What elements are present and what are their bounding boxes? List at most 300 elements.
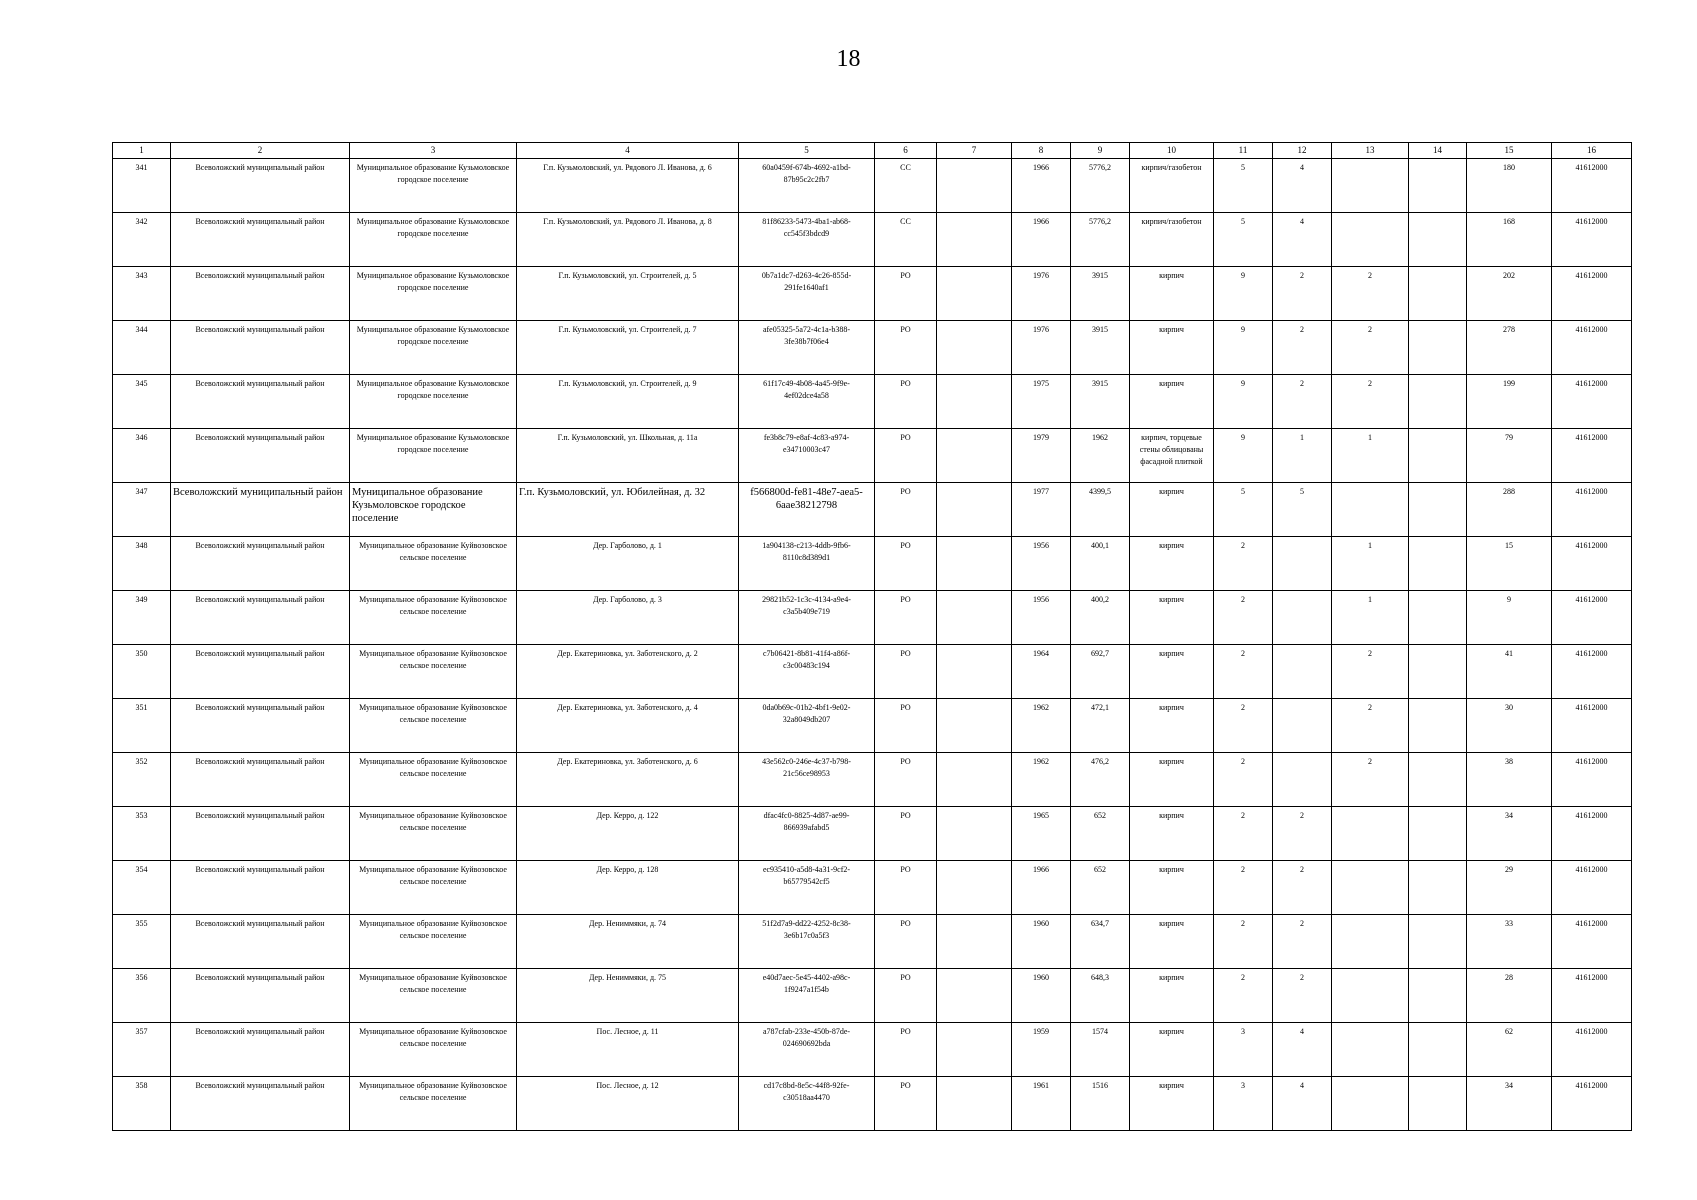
type-cell: СС bbox=[875, 213, 937, 267]
residents-cell: 62 bbox=[1467, 1023, 1552, 1077]
row-number: 343 bbox=[113, 267, 171, 321]
col13-cell: 1 bbox=[1332, 429, 1409, 483]
row-number: 344 bbox=[113, 321, 171, 375]
residents-cell: 30 bbox=[1467, 699, 1552, 753]
guid-cell: 0b7a1dc7-d263-4c26-855d-291fe1640af1 bbox=[739, 267, 875, 321]
guid-cell: dfac4fc0-8825-4d87-ae99-866939afabd5 bbox=[739, 807, 875, 861]
col12-cell: 1 bbox=[1273, 429, 1332, 483]
area-cell: 652 bbox=[1071, 861, 1130, 915]
year-cell: 1961 bbox=[1012, 1077, 1071, 1131]
guid-cell: 43e562c0-246e-4c37-b798-21c56ce98953 bbox=[739, 753, 875, 807]
col7-cell bbox=[937, 699, 1012, 753]
guid-cell: 61f17c49-4b08-4a45-9f9e-4ef02dce4a58 bbox=[739, 375, 875, 429]
area-cell: 3915 bbox=[1071, 267, 1130, 321]
col13-cell: 2 bbox=[1332, 645, 1409, 699]
col7-cell bbox=[937, 159, 1012, 213]
district-cell: Всеволожский муниципальный район bbox=[171, 753, 350, 807]
col13-cell bbox=[1332, 861, 1409, 915]
col7-cell bbox=[937, 807, 1012, 861]
municipality-cell: Муниципальное образование Кузьмоловское городское поселение bbox=[350, 429, 517, 483]
column-header: 16 bbox=[1552, 143, 1632, 159]
year-cell: 1959 bbox=[1012, 1023, 1071, 1077]
table-row bbox=[113, 915, 1632, 969]
municipality-cell: Муниципальное образование Куйвозовское сельское поселение bbox=[350, 645, 517, 699]
table-row bbox=[113, 807, 1632, 861]
floors-cell: 2 bbox=[1214, 807, 1273, 861]
address-cell: Г.п. Кузьмоловский, ул. Строителей, д. 7 bbox=[517, 321, 739, 375]
district-cell: Всеволожский муниципальный район bbox=[171, 645, 350, 699]
municipality-cell: Муниципальное образование Кузьмоловское городское поселение bbox=[350, 483, 517, 537]
table-row bbox=[113, 267, 1632, 321]
district-cell: Всеволожский муниципальный район bbox=[171, 861, 350, 915]
year-cell: 1966 bbox=[1012, 213, 1071, 267]
column-header: 2 bbox=[171, 143, 350, 159]
municipality-cell: Муниципальное образование Кузьмоловское городское поселение bbox=[350, 321, 517, 375]
guid-cell: 81f86233-5473-4ba1-ab68-cc545f3bdcd9 bbox=[739, 213, 875, 267]
guid-cell: 1a904138-c213-4ddb-9fb6-8110c8d389d1 bbox=[739, 537, 875, 591]
col7-cell bbox=[937, 267, 1012, 321]
address-cell: Дер. Керро, д. 128 bbox=[517, 861, 739, 915]
col13-cell: 2 bbox=[1332, 753, 1409, 807]
floors-cell: 9 bbox=[1214, 429, 1273, 483]
col12-cell bbox=[1273, 699, 1332, 753]
material-cell: кирпич bbox=[1130, 1023, 1214, 1077]
oktmo-cell: 41612000 bbox=[1552, 807, 1632, 861]
area-cell: 1516 bbox=[1071, 1077, 1130, 1131]
residents-cell: 33 bbox=[1467, 915, 1552, 969]
guid-cell: e40d7aec-5e45-4402-a98c-1f9247a1f54b bbox=[739, 969, 875, 1023]
table-row bbox=[113, 483, 1632, 537]
address-cell: Г.п. Кузьмоловский, ул. Рядового Л. Иванова, д. 6 bbox=[517, 159, 739, 213]
col12-cell: 2 bbox=[1273, 321, 1332, 375]
year-cell: 1965 bbox=[1012, 807, 1071, 861]
col14-cell bbox=[1409, 1077, 1467, 1131]
col14-cell bbox=[1409, 807, 1467, 861]
address-cell: Дер. Нениммяки, д. 75 bbox=[517, 969, 739, 1023]
area-cell: 634,7 bbox=[1071, 915, 1130, 969]
col7-cell bbox=[937, 213, 1012, 267]
type-cell: РО bbox=[875, 969, 937, 1023]
type-cell: РО bbox=[875, 915, 937, 969]
guid-cell: f566800d-fe81-48e7-aea5-6aae38212798 bbox=[739, 483, 875, 537]
col13-cell bbox=[1332, 915, 1409, 969]
floors-cell: 2 bbox=[1214, 753, 1273, 807]
col7-cell bbox=[937, 969, 1012, 1023]
residents-cell: 202 bbox=[1467, 267, 1552, 321]
area-cell: 5776,2 bbox=[1071, 213, 1130, 267]
row-number: 345 bbox=[113, 375, 171, 429]
area-cell: 400,2 bbox=[1071, 591, 1130, 645]
residents-cell: 29 bbox=[1467, 861, 1552, 915]
table-row bbox=[113, 321, 1632, 375]
municipality-cell: Муниципальное образование Куйвозовское сельское поселение bbox=[350, 861, 517, 915]
year-cell: 1962 bbox=[1012, 699, 1071, 753]
col13-cell bbox=[1332, 159, 1409, 213]
row-number: 352 bbox=[113, 753, 171, 807]
municipality-cell: Муниципальное образование Куйвозовское сельское поселение bbox=[350, 699, 517, 753]
year-cell: 1964 bbox=[1012, 645, 1071, 699]
oktmo-cell: 41612000 bbox=[1552, 483, 1632, 537]
municipality-cell: Муниципальное образование Куйвозовское сельское поселение bbox=[350, 1077, 517, 1131]
type-cell: РО bbox=[875, 321, 937, 375]
col12-cell: 2 bbox=[1273, 267, 1332, 321]
row-number: 357 bbox=[113, 1023, 171, 1077]
district-cell: Всеволожский муниципальный район bbox=[171, 1023, 350, 1077]
floors-cell: 9 bbox=[1214, 267, 1273, 321]
district-cell: Всеволожский муниципальный район bbox=[171, 483, 350, 537]
table-row bbox=[113, 159, 1632, 213]
row-number: 341 bbox=[113, 159, 171, 213]
floors-cell: 5 bbox=[1214, 159, 1273, 213]
table-row bbox=[113, 1023, 1632, 1077]
area-cell: 652 bbox=[1071, 807, 1130, 861]
guid-cell: cd17c8bd-8e5c-44f8-92fe-c30518aa4470 bbox=[739, 1077, 875, 1131]
table-row bbox=[113, 429, 1632, 483]
col12-cell bbox=[1273, 645, 1332, 699]
col7-cell bbox=[937, 753, 1012, 807]
row-number: 358 bbox=[113, 1077, 171, 1131]
col7-cell bbox=[937, 1023, 1012, 1077]
col14-cell bbox=[1409, 645, 1467, 699]
district-cell: Всеволожский муниципальный район bbox=[171, 969, 350, 1023]
address-cell: Дер. Гарболово, д. 3 bbox=[517, 591, 739, 645]
type-cell: РО bbox=[875, 861, 937, 915]
address-cell: Дер. Гарболово, д. 1 bbox=[517, 537, 739, 591]
oktmo-cell: 41612000 bbox=[1552, 1023, 1632, 1077]
oktmo-cell: 41612000 bbox=[1552, 537, 1632, 591]
district-cell: Всеволожский муниципальный район bbox=[171, 267, 350, 321]
municipality-cell: Муниципальное образование Куйвозовское сельское поселение bbox=[350, 969, 517, 1023]
address-cell: Дер. Керро, д. 122 bbox=[517, 807, 739, 861]
district-cell: Всеволожский муниципальный район bbox=[171, 375, 350, 429]
col13-cell bbox=[1332, 1077, 1409, 1131]
area-cell: 400,1 bbox=[1071, 537, 1130, 591]
residents-cell: 168 bbox=[1467, 213, 1552, 267]
col7-cell bbox=[937, 591, 1012, 645]
municipality-cell: Муниципальное образование Куйвозовское сельское поселение bbox=[350, 537, 517, 591]
municipality-cell: Муниципальное образование Куйвозовское сельское поселение bbox=[350, 591, 517, 645]
col14-cell bbox=[1409, 483, 1467, 537]
floors-cell: 2 bbox=[1214, 537, 1273, 591]
table-row bbox=[113, 375, 1632, 429]
material-cell: кирпич bbox=[1130, 537, 1214, 591]
row-number: 346 bbox=[113, 429, 171, 483]
oktmo-cell: 41612000 bbox=[1552, 375, 1632, 429]
col7-cell bbox=[937, 537, 1012, 591]
type-cell: РО bbox=[875, 1077, 937, 1131]
oktmo-cell: 41612000 bbox=[1552, 321, 1632, 375]
row-number: 349 bbox=[113, 591, 171, 645]
material-cell: кирпич bbox=[1130, 807, 1214, 861]
address-cell: Пос. Лесное, д. 12 bbox=[517, 1077, 739, 1131]
address-cell: Г.п. Кузьмоловский, ул. Юбилейная, д. 32 bbox=[517, 483, 739, 537]
type-cell: РО bbox=[875, 699, 937, 753]
floors-cell: 9 bbox=[1214, 321, 1273, 375]
col14-cell bbox=[1409, 753, 1467, 807]
address-cell: Г.п. Кузьмоловский, ул. Школьная, д. 11а bbox=[517, 429, 739, 483]
guid-cell: ec935410-a5d8-4a31-9cf2-b65779542cf5 bbox=[739, 861, 875, 915]
col14-cell bbox=[1409, 969, 1467, 1023]
municipality-cell: Муниципальное образование Куйвозовское сельское поселение bbox=[350, 753, 517, 807]
col12-cell: 4 bbox=[1273, 159, 1332, 213]
district-cell: Всеволожский муниципальный район bbox=[171, 699, 350, 753]
col7-cell bbox=[937, 861, 1012, 915]
residents-cell: 34 bbox=[1467, 1077, 1552, 1131]
residents-cell: 15 bbox=[1467, 537, 1552, 591]
col13-cell: 2 bbox=[1332, 267, 1409, 321]
area-cell: 1962 bbox=[1071, 429, 1130, 483]
address-cell: Дер. Екатериновка, ул. Заботенского, д. 2 bbox=[517, 645, 739, 699]
floors-cell: 5 bbox=[1214, 483, 1273, 537]
column-header: 4 bbox=[517, 143, 739, 159]
col12-cell bbox=[1273, 753, 1332, 807]
year-cell: 1956 bbox=[1012, 591, 1071, 645]
col12-cell: 2 bbox=[1273, 375, 1332, 429]
type-cell: РО bbox=[875, 645, 937, 699]
table-row bbox=[113, 753, 1632, 807]
guid-cell: 60a0459f-674b-4692-a1bd-87b95c2c2fb7 bbox=[739, 159, 875, 213]
col14-cell bbox=[1409, 429, 1467, 483]
residents-cell: 278 bbox=[1467, 321, 1552, 375]
area-cell: 476,2 bbox=[1071, 753, 1130, 807]
oktmo-cell: 41612000 bbox=[1552, 753, 1632, 807]
address-cell: Пос. Лесное, д. 11 bbox=[517, 1023, 739, 1077]
municipality-cell: Муниципальное образование Куйвозовское сельское поселение bbox=[350, 915, 517, 969]
col7-cell bbox=[937, 915, 1012, 969]
year-cell: 1977 bbox=[1012, 483, 1071, 537]
col12-cell bbox=[1273, 537, 1332, 591]
area-cell: 692,7 bbox=[1071, 645, 1130, 699]
column-header: 15 bbox=[1467, 143, 1552, 159]
guid-cell: 51f2d7a9-dd22-4252-8c38-3e6b17c0a5f3 bbox=[739, 915, 875, 969]
col14-cell bbox=[1409, 915, 1467, 969]
year-cell: 1979 bbox=[1012, 429, 1071, 483]
row-number: 354 bbox=[113, 861, 171, 915]
table-row bbox=[113, 645, 1632, 699]
row-number: 351 bbox=[113, 699, 171, 753]
col12-cell bbox=[1273, 591, 1332, 645]
table-row bbox=[113, 699, 1632, 753]
material-cell: кирпич bbox=[1130, 321, 1214, 375]
header-row bbox=[113, 143, 1632, 159]
row-number: 356 bbox=[113, 969, 171, 1023]
address-cell: Г.п. Кузьмоловский, ул. Рядового Л. Иванова, д. 8 bbox=[517, 213, 739, 267]
year-cell: 1956 bbox=[1012, 537, 1071, 591]
col14-cell bbox=[1409, 591, 1467, 645]
type-cell: РО bbox=[875, 429, 937, 483]
row-number: 348 bbox=[113, 537, 171, 591]
municipality-cell: Муниципальное образование Кузьмоловское городское поселение bbox=[350, 267, 517, 321]
address-cell: Дер. Екатериновка, ул. Заботенского, д. 4 bbox=[517, 699, 739, 753]
type-cell: РО bbox=[875, 1023, 937, 1077]
column-header: 9 bbox=[1071, 143, 1130, 159]
address-cell: Дер. Екатериновка, ул. Заботенского, д. 6 bbox=[517, 753, 739, 807]
column-header: 11 bbox=[1214, 143, 1273, 159]
guid-cell: afe05325-5a72-4c1a-b388-3fe38b7f06e4 bbox=[739, 321, 875, 375]
year-cell: 1966 bbox=[1012, 861, 1071, 915]
oktmo-cell: 41612000 bbox=[1552, 267, 1632, 321]
year-cell: 1962 bbox=[1012, 753, 1071, 807]
residents-cell: 28 bbox=[1467, 969, 1552, 1023]
row-number: 350 bbox=[113, 645, 171, 699]
row-number: 353 bbox=[113, 807, 171, 861]
table-row bbox=[113, 591, 1632, 645]
col12-cell: 2 bbox=[1273, 807, 1332, 861]
district-cell: Всеволожский муниципальный район bbox=[171, 429, 350, 483]
column-header: 3 bbox=[350, 143, 517, 159]
col13-cell: 2 bbox=[1332, 375, 1409, 429]
material-cell: кирпич bbox=[1130, 591, 1214, 645]
col7-cell bbox=[937, 375, 1012, 429]
oktmo-cell: 41612000 bbox=[1552, 1077, 1632, 1131]
col14-cell bbox=[1409, 1023, 1467, 1077]
col12-cell: 2 bbox=[1273, 861, 1332, 915]
material-cell: кирпич bbox=[1130, 969, 1214, 1023]
table-row bbox=[113, 537, 1632, 591]
district-cell: Всеволожский муниципальный район bbox=[171, 915, 350, 969]
col12-cell: 5 bbox=[1273, 483, 1332, 537]
area-cell: 472,1 bbox=[1071, 699, 1130, 753]
col12-cell: 2 bbox=[1273, 915, 1332, 969]
col13-cell bbox=[1332, 213, 1409, 267]
guid-cell: 0da0b69c-01b2-4bf1-9e02-32a8049db207 bbox=[739, 699, 875, 753]
column-header: 10 bbox=[1130, 143, 1214, 159]
col13-cell: 1 bbox=[1332, 591, 1409, 645]
column-header: 1 bbox=[113, 143, 171, 159]
floors-cell: 3 bbox=[1214, 1023, 1273, 1077]
type-cell: РО bbox=[875, 537, 937, 591]
municipality-cell: Муниципальное образование Куйвозовское сельское поселение bbox=[350, 1023, 517, 1077]
year-cell: 1976 bbox=[1012, 267, 1071, 321]
column-header: 13 bbox=[1332, 143, 1409, 159]
column-header: 6 bbox=[875, 143, 937, 159]
column-header: 8 bbox=[1012, 143, 1071, 159]
row-number: 355 bbox=[113, 915, 171, 969]
year-cell: 1960 bbox=[1012, 969, 1071, 1023]
municipality-cell: Муниципальное образование Кузьмоловское городское поселение bbox=[350, 213, 517, 267]
oktmo-cell: 41612000 bbox=[1552, 591, 1632, 645]
guid-cell: 29821b52-1c3c-4134-a9e4-c3a5b409e719 bbox=[739, 591, 875, 645]
oktmo-cell: 41612000 bbox=[1552, 429, 1632, 483]
district-cell: Всеволожский муниципальный район bbox=[171, 807, 350, 861]
municipality-cell: Муниципальное образование Куйвозовское сельское поселение bbox=[350, 807, 517, 861]
col12-cell: 2 bbox=[1273, 969, 1332, 1023]
table-row bbox=[113, 969, 1632, 1023]
oktmo-cell: 41612000 bbox=[1552, 699, 1632, 753]
type-cell: РО bbox=[875, 483, 937, 537]
column-header: 7 bbox=[937, 143, 1012, 159]
oktmo-cell: 41612000 bbox=[1552, 969, 1632, 1023]
material-cell: кирпич bbox=[1130, 375, 1214, 429]
floors-cell: 2 bbox=[1214, 699, 1273, 753]
material-cell: кирпич bbox=[1130, 915, 1214, 969]
year-cell: 1960 bbox=[1012, 915, 1071, 969]
oktmo-cell: 41612000 bbox=[1552, 645, 1632, 699]
table-row bbox=[113, 213, 1632, 267]
area-cell: 4399,5 bbox=[1071, 483, 1130, 537]
year-cell: 1976 bbox=[1012, 321, 1071, 375]
oktmo-cell: 41612000 bbox=[1552, 159, 1632, 213]
address-cell: Г.п. Кузьмоловский, ул. Строителей, д. 5 bbox=[517, 267, 739, 321]
area-cell: 3915 bbox=[1071, 375, 1130, 429]
material-cell: кирпич bbox=[1130, 753, 1214, 807]
column-header: 5 bbox=[739, 143, 875, 159]
page-number: 18 bbox=[836, 46, 861, 72]
type-cell: РО bbox=[875, 375, 937, 429]
material-cell: кирпич/газобетон bbox=[1130, 213, 1214, 267]
municipality-cell: Муниципальное образование Кузьмоловское городское поселение bbox=[350, 375, 517, 429]
col12-cell: 4 bbox=[1273, 213, 1332, 267]
col14-cell bbox=[1409, 159, 1467, 213]
floors-cell: 2 bbox=[1214, 915, 1273, 969]
oktmo-cell: 41612000 bbox=[1552, 915, 1632, 969]
floors-cell: 2 bbox=[1214, 645, 1273, 699]
material-cell: кирпич bbox=[1130, 645, 1214, 699]
row-number: 347 bbox=[113, 483, 171, 537]
district-cell: Всеволожский муниципальный район bbox=[171, 321, 350, 375]
residents-cell: 288 bbox=[1467, 483, 1552, 537]
residents-cell: 79 bbox=[1467, 429, 1552, 483]
material-cell: кирпич bbox=[1130, 1077, 1214, 1131]
municipality-cell: Муниципальное образование Кузьмоловское городское поселение bbox=[350, 159, 517, 213]
col7-cell bbox=[937, 321, 1012, 375]
column-header: 12 bbox=[1273, 143, 1332, 159]
floors-cell: 2 bbox=[1214, 969, 1273, 1023]
material-cell: кирпич/газобетон bbox=[1130, 159, 1214, 213]
col13-cell: 2 bbox=[1332, 699, 1409, 753]
col7-cell bbox=[937, 1077, 1012, 1131]
col7-cell bbox=[937, 429, 1012, 483]
col14-cell bbox=[1409, 213, 1467, 267]
col13-cell bbox=[1332, 807, 1409, 861]
col13-cell bbox=[1332, 1023, 1409, 1077]
col12-cell: 4 bbox=[1273, 1023, 1332, 1077]
type-cell: СС bbox=[875, 159, 937, 213]
district-cell: Всеволожский муниципальный район bbox=[171, 591, 350, 645]
table-row bbox=[113, 861, 1632, 915]
residents-cell: 38 bbox=[1467, 753, 1552, 807]
material-cell: кирпич bbox=[1130, 267, 1214, 321]
type-cell: РО bbox=[875, 591, 937, 645]
year-cell: 1966 bbox=[1012, 159, 1071, 213]
district-cell: Всеволожский муниципальный район bbox=[171, 1077, 350, 1131]
material-cell: кирпич, торцевые стены облицованы фасадной плиткой bbox=[1130, 429, 1214, 483]
floors-cell: 3 bbox=[1214, 1077, 1273, 1131]
col12-cell: 4 bbox=[1273, 1077, 1332, 1131]
district-cell: Всеволожский муниципальный район bbox=[171, 159, 350, 213]
floors-cell: 9 bbox=[1214, 375, 1273, 429]
type-cell: РО bbox=[875, 753, 937, 807]
area-cell: 1574 bbox=[1071, 1023, 1130, 1077]
col7-cell bbox=[937, 483, 1012, 537]
col13-cell bbox=[1332, 483, 1409, 537]
guid-cell: a787cfab-233e-450b-87de-024690692bda bbox=[739, 1023, 875, 1077]
col14-cell bbox=[1409, 861, 1467, 915]
guid-cell: c7b06421-8b81-41f4-a86f-c3c00483c194 bbox=[739, 645, 875, 699]
material-cell: кирпич bbox=[1130, 861, 1214, 915]
floors-cell: 5 bbox=[1214, 213, 1273, 267]
residents-cell: 180 bbox=[1467, 159, 1552, 213]
oktmo-cell: 41612000 bbox=[1552, 861, 1632, 915]
floors-cell: 2 bbox=[1214, 591, 1273, 645]
residents-cell: 34 bbox=[1467, 807, 1552, 861]
area-cell: 648,3 bbox=[1071, 969, 1130, 1023]
residents-cell: 9 bbox=[1467, 591, 1552, 645]
material-cell: кирпич bbox=[1130, 699, 1214, 753]
housing-registry-table bbox=[112, 142, 1632, 1131]
floors-cell: 2 bbox=[1214, 861, 1273, 915]
col13-cell bbox=[1332, 969, 1409, 1023]
